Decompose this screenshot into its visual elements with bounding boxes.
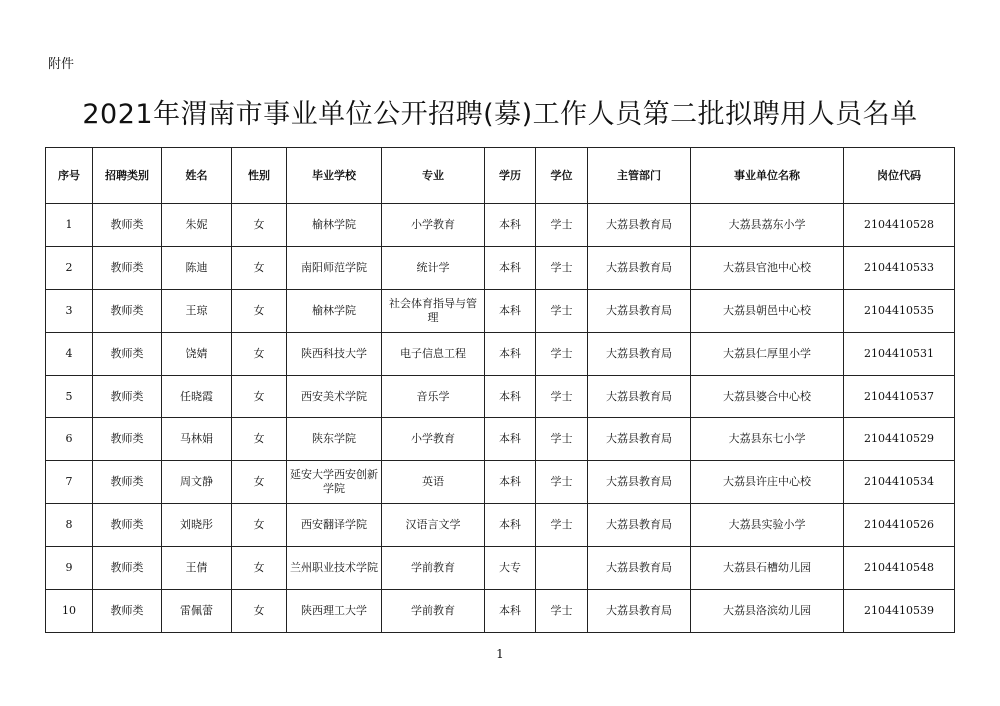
cell-department: 大荔县教育局 — [588, 289, 691, 332]
cell-school: 西安美术学院 — [287, 375, 382, 418]
cell-major: 小学教育 — [382, 418, 485, 461]
cell-major: 汉语言文学 — [382, 504, 485, 547]
cell-major: 小学教育 — [382, 204, 485, 247]
cell-post-code: 2104410539 — [844, 590, 955, 633]
cell-education: 本科 — [485, 418, 536, 461]
cell-gender: 女 — [232, 590, 287, 633]
cell-major: 电子信息工程 — [382, 332, 485, 375]
cell-unit: 大荔县石槽幼儿园 — [691, 547, 844, 590]
cell-major: 社会体育指导与管理 — [382, 289, 485, 332]
cell-gender: 女 — [232, 332, 287, 375]
cell-name: 刘晓彤 — [162, 504, 232, 547]
cell-degree: 学士 — [536, 332, 588, 375]
cell-seq: 8 — [46, 504, 93, 547]
cell-school: 南阳师范学院 — [287, 246, 382, 289]
cell-post-code: 2104410529 — [844, 418, 955, 461]
cell-department: 大荔县教育局 — [588, 332, 691, 375]
cell-department: 大荔县教育局 — [588, 590, 691, 633]
cell-unit: 大荔县许庄中心校 — [691, 461, 844, 504]
cell-department: 大荔县教育局 — [588, 418, 691, 461]
header-gender: 性别 — [232, 148, 287, 204]
cell-school: 兰州职业技术学院 — [287, 547, 382, 590]
cell-name: 马林娟 — [162, 418, 232, 461]
cell-school: 延安大学西安创新学院 — [287, 461, 382, 504]
cell-school: 榆林学院 — [287, 289, 382, 332]
cell-post-code: 2104410548 — [844, 547, 955, 590]
table-row — [46, 204, 955, 247]
cell-gender: 女 — [232, 289, 287, 332]
cell-name: 朱妮 — [162, 204, 232, 247]
cell-school: 陕西理工大学 — [287, 590, 382, 633]
cell-department: 大荔县教育局 — [588, 504, 691, 547]
cell-unit: 大荔县仁厚里小学 — [691, 332, 844, 375]
cell-seq: 7 — [46, 461, 93, 504]
cell-education: 本科 — [485, 375, 536, 418]
cell-degree: 学士 — [536, 418, 588, 461]
table-row — [46, 590, 955, 633]
cell-seq: 3 — [46, 289, 93, 332]
cell-post-code: 2104410537 — [844, 375, 955, 418]
cell-name: 任晓霞 — [162, 375, 232, 418]
cell-major: 英语 — [382, 461, 485, 504]
cell-degree: 学士 — [536, 289, 588, 332]
cell-department: 大荔县教育局 — [588, 375, 691, 418]
cell-name: 饶婧 — [162, 332, 232, 375]
cell-education: 本科 — [485, 332, 536, 375]
cell-post-code: 2104410526 — [844, 504, 955, 547]
cell-department: 大荔县教育局 — [588, 246, 691, 289]
cell-post-code: 2104410531 — [844, 332, 955, 375]
cell-school: 西安翻译学院 — [287, 504, 382, 547]
cell-category: 教师类 — [93, 547, 162, 590]
header-post-code: 岗位代码 — [844, 148, 955, 204]
table-row — [46, 375, 955, 418]
cell-post-code: 2104410533 — [844, 246, 955, 289]
cell-unit: 大荔县实验小学 — [691, 504, 844, 547]
cell-name: 周文静 — [162, 461, 232, 504]
table-row — [46, 289, 955, 332]
cell-category: 教师类 — [93, 246, 162, 289]
table-header-row — [46, 148, 955, 204]
cell-category: 教师类 — [93, 332, 162, 375]
cell-degree: 学士 — [536, 590, 588, 633]
cell-gender: 女 — [232, 204, 287, 247]
personnel-table — [45, 147, 955, 633]
cell-school: 陕东学院 — [287, 418, 382, 461]
page-number: 1 — [496, 647, 504, 661]
cell-major: 学前教育 — [382, 590, 485, 633]
cell-education: 本科 — [485, 289, 536, 332]
cell-unit: 大荔县荔东小学 — [691, 204, 844, 247]
cell-name: 陈迪 — [162, 246, 232, 289]
table-row — [46, 246, 955, 289]
cell-seq: 4 — [46, 332, 93, 375]
cell-seq: 9 — [46, 547, 93, 590]
cell-seq: 2 — [46, 246, 93, 289]
cell-name: 雷佩蕾 — [162, 590, 232, 633]
cell-gender: 女 — [232, 246, 287, 289]
cell-gender: 女 — [232, 418, 287, 461]
cell-degree: 学士 — [536, 375, 588, 418]
header-school: 毕业学校 — [287, 148, 382, 204]
cell-gender: 女 — [232, 504, 287, 547]
cell-seq: 5 — [46, 375, 93, 418]
cell-post-code: 2104410534 — [844, 461, 955, 504]
cell-category: 教师类 — [93, 204, 162, 247]
cell-unit: 大荔县官池中心校 — [691, 246, 844, 289]
cell-education: 本科 — [485, 461, 536, 504]
header-name: 姓名 — [162, 148, 232, 204]
cell-department: 大荔县教育局 — [588, 547, 691, 590]
cell-seq: 1 — [46, 204, 93, 247]
cell-department: 大荔县教育局 — [588, 461, 691, 504]
cell-major: 统计学 — [382, 246, 485, 289]
header-seq: 序号 — [46, 148, 93, 204]
header-department: 主管部门 — [588, 148, 691, 204]
cell-major: 学前教育 — [382, 547, 485, 590]
table-row — [46, 504, 955, 547]
cell-name: 王倩 — [162, 547, 232, 590]
cell-category: 教师类 — [93, 418, 162, 461]
cell-category: 教师类 — [93, 461, 162, 504]
cell-gender: 女 — [232, 375, 287, 418]
cell-education: 本科 — [485, 590, 536, 633]
cell-education: 本科 — [485, 504, 536, 547]
table-row — [46, 547, 955, 590]
cell-post-code: 2104410528 — [844, 204, 955, 247]
header-unit: 事业单位名称 — [691, 148, 844, 204]
cell-gender: 女 — [232, 461, 287, 504]
header-major: 专业 — [382, 148, 485, 204]
header-category: 招聘类别 — [93, 148, 162, 204]
cell-unit: 大荔县东七小学 — [691, 418, 844, 461]
cell-seq: 10 — [46, 590, 93, 633]
cell-gender: 女 — [232, 547, 287, 590]
cell-post-code: 2104410535 — [844, 289, 955, 332]
header-degree: 学位 — [536, 148, 588, 204]
cell-category: 教师类 — [93, 504, 162, 547]
cell-unit: 大荔县洛滨幼儿园 — [691, 590, 844, 633]
cell-education: 大专 — [485, 547, 536, 590]
cell-category: 教师类 — [93, 590, 162, 633]
cell-degree: 学士 — [536, 504, 588, 547]
page-title: 2021年渭南市事业单位公开招聘(募)工作人员第二批拟聘用人员名单 — [82, 99, 918, 130]
cell-department: 大荔县教育局 — [588, 204, 691, 247]
cell-category: 教师类 — [93, 289, 162, 332]
header-education: 学历 — [485, 148, 536, 204]
cell-seq: 6 — [46, 418, 93, 461]
cell-degree: 学士 — [536, 204, 588, 247]
attachment-label: 附件 — [48, 57, 75, 72]
cell-education: 本科 — [485, 246, 536, 289]
cell-category: 教师类 — [93, 375, 162, 418]
cell-name: 王琼 — [162, 289, 232, 332]
table-row — [46, 461, 955, 504]
cell-unit: 大荔县婆合中心校 — [691, 375, 844, 418]
cell-degree: 学士 — [536, 461, 588, 504]
cell-major: 音乐学 — [382, 375, 485, 418]
cell-school: 陕西科技大学 — [287, 332, 382, 375]
cell-unit: 大荔县朝邑中心校 — [691, 289, 844, 332]
cell-degree — [536, 547, 588, 590]
table-row — [46, 418, 955, 461]
cell-education: 本科 — [485, 204, 536, 247]
cell-degree: 学士 — [536, 246, 588, 289]
cell-school: 榆林学院 — [287, 204, 382, 247]
table-row — [46, 332, 955, 375]
